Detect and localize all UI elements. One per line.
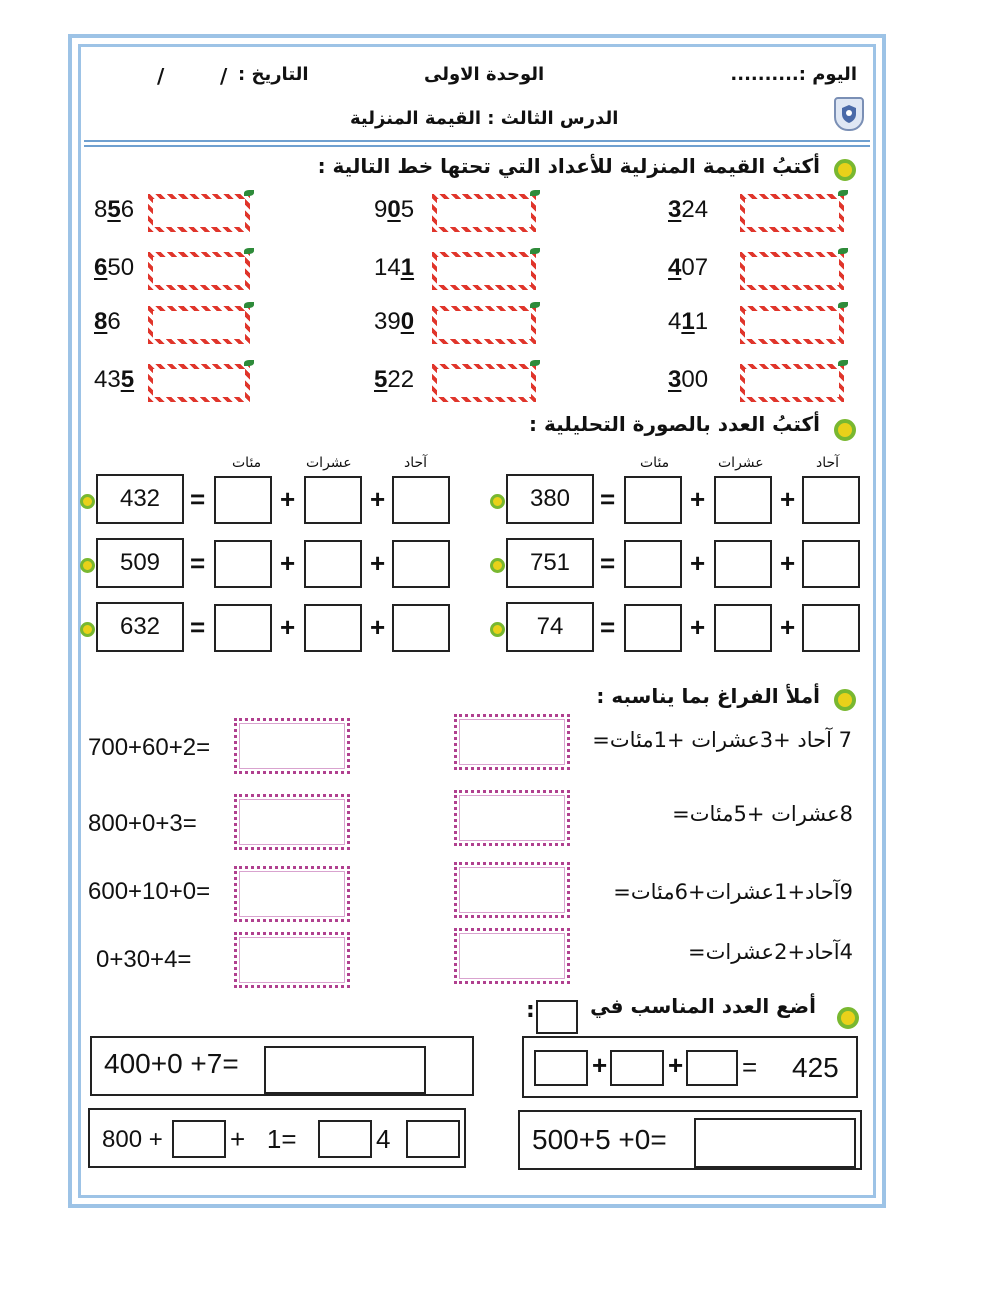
school-logo xyxy=(834,97,864,131)
bullet-icon xyxy=(490,494,505,509)
plus-sign: + xyxy=(690,548,706,578)
exercise-panel xyxy=(88,1108,466,1168)
expression-text: 400+0 +7= xyxy=(104,1048,239,1079)
ones-box[interactable] xyxy=(392,604,450,652)
holly-leaf-icon xyxy=(244,190,254,196)
plus-sign: + xyxy=(780,548,796,578)
given-number: 380 xyxy=(506,474,594,524)
digit-text: 4 xyxy=(376,1124,391,1154)
bullet-icon xyxy=(80,494,95,509)
ones-box[interactable] xyxy=(802,540,860,588)
bullet-icon xyxy=(837,1007,859,1029)
answer-box[interactable] xyxy=(318,1120,372,1158)
equals-sign: = xyxy=(600,612,616,642)
number-prefix: 14 xyxy=(374,254,401,281)
number-suffix: 07 xyxy=(681,254,709,281)
given-number: 74 xyxy=(506,602,594,652)
underlined-digit: 0 xyxy=(400,308,415,335)
underlined-number xyxy=(374,254,414,282)
equation-right: 8عشرات +5مئات= xyxy=(672,802,853,826)
underlined-digit: 1 xyxy=(400,254,415,281)
section2-title: أكتبُ العدد بالصورة التحليلية : xyxy=(529,412,820,436)
holly-leaf-icon xyxy=(838,360,848,366)
exercise-panel xyxy=(522,1036,858,1098)
equation-right: 4آحاد+2عشرات= xyxy=(688,940,853,964)
hundreds-box[interactable] xyxy=(214,476,272,524)
lesson-title: الدرس الثالث : القيمة المنزلية xyxy=(350,108,619,129)
underlined-number xyxy=(94,308,121,336)
hundreds-box[interactable] xyxy=(624,604,682,652)
answer-box[interactable] xyxy=(148,194,250,232)
plus-sign: + xyxy=(370,612,386,642)
holly-leaf-icon xyxy=(244,248,254,254)
holly-leaf-icon xyxy=(530,360,540,366)
underlined-number xyxy=(94,254,134,282)
answer-box[interactable] xyxy=(454,790,570,846)
answer-box[interactable] xyxy=(264,1046,426,1094)
plus-sign: + xyxy=(780,612,796,642)
underlined-number xyxy=(374,308,414,336)
given-number: 751 xyxy=(506,538,594,588)
answer-box[interactable] xyxy=(148,364,250,402)
hundreds-box[interactable] xyxy=(624,476,682,524)
plus-sign: + xyxy=(280,548,296,578)
expression-text: 800 + xyxy=(102,1126,163,1153)
underlined-digit: 6 xyxy=(94,254,108,281)
underlined-number xyxy=(374,366,414,394)
date-slashes: / / xyxy=(157,64,228,88)
answer-box[interactable] xyxy=(454,862,570,918)
hundreds-box[interactable] xyxy=(214,604,272,652)
holly-leaf-icon xyxy=(530,190,540,196)
equation-left: 700+60+2= xyxy=(88,734,211,761)
underlined-number xyxy=(94,196,134,224)
number-suffix: 24 xyxy=(681,196,709,223)
expression-text: + 1= xyxy=(230,1124,297,1154)
answer-box[interactable] xyxy=(454,928,570,984)
underlined-digit: 5 xyxy=(374,366,388,393)
holly-leaf-icon xyxy=(244,302,254,308)
number-prefix: 4 xyxy=(668,308,682,335)
underlined-digit: 3 xyxy=(668,196,682,223)
plus-sign: + xyxy=(370,484,386,514)
answer-box[interactable] xyxy=(432,364,536,402)
answer-box[interactable] xyxy=(432,306,536,344)
number-prefix: 43 xyxy=(94,366,121,393)
holly-leaf-icon xyxy=(530,302,540,308)
answer-box[interactable] xyxy=(694,1118,856,1168)
number-suffix: 6 xyxy=(107,308,121,335)
tens-box[interactable] xyxy=(714,604,772,652)
section3-title: أملأ الفراغ بما يناسبه : xyxy=(596,684,820,708)
exercise-panel xyxy=(90,1036,474,1096)
column-header-ones: آحاد xyxy=(404,455,428,471)
hundreds-box[interactable] xyxy=(214,540,272,588)
answer-box[interactable] xyxy=(610,1050,664,1086)
underlined-digit: 0 xyxy=(387,196,401,223)
underlined-number xyxy=(668,196,708,224)
answer-box[interactable] xyxy=(234,794,350,850)
equation-right: 9آحاد+1عشرات+6مئات= xyxy=(613,880,853,904)
number-prefix: 8 xyxy=(94,196,108,223)
date-label: التاريخ : xyxy=(238,64,309,85)
number-suffix: 50 xyxy=(107,254,135,281)
tens-box[interactable] xyxy=(714,540,772,588)
plus-sign: + xyxy=(280,484,296,514)
answer-box[interactable] xyxy=(454,714,570,770)
unit-title: الوحدة الاولى xyxy=(424,64,545,85)
number-suffix: 1 xyxy=(694,308,709,335)
holly-leaf-icon xyxy=(838,190,848,196)
exercise-panel xyxy=(518,1110,862,1170)
ones-box[interactable] xyxy=(802,476,860,524)
equals-sign: = xyxy=(600,548,616,578)
section4-colon: : xyxy=(526,998,535,1023)
holly-leaf-icon xyxy=(838,248,848,254)
plus-sign: + xyxy=(280,612,296,642)
equation-left: 800+0+3= xyxy=(88,810,197,837)
given-number: 632 xyxy=(96,602,184,652)
underlined-digit: 5 xyxy=(120,366,135,393)
equals-sign: = xyxy=(600,484,616,514)
tens-box[interactable] xyxy=(304,604,362,652)
holly-leaf-icon xyxy=(244,360,254,366)
number-suffix: 5 xyxy=(400,196,415,223)
answer-box[interactable] xyxy=(234,718,350,774)
section4-title: أضع العدد المناسب في xyxy=(590,994,816,1018)
answer-box[interactable] xyxy=(740,306,844,344)
column-header-ones: آحاد xyxy=(816,455,840,471)
underlined-digit: 5 xyxy=(107,196,121,223)
plus-sign: + xyxy=(690,484,706,514)
bullet-icon xyxy=(80,558,95,573)
expression-text: 500+5 +0= xyxy=(532,1124,667,1155)
equation-left: 0+30+4= xyxy=(96,946,192,973)
equation-left: 600+10+0= xyxy=(88,878,211,905)
given-number: 432 xyxy=(96,474,184,524)
answer-box[interactable] xyxy=(536,1000,578,1034)
answer-box[interactable] xyxy=(432,194,536,232)
column-header-tens: عشرات xyxy=(718,455,764,471)
underlined-number xyxy=(668,308,708,336)
number-suffix: 22 xyxy=(387,366,415,393)
ones-box[interactable] xyxy=(802,604,860,652)
target-number: 425 xyxy=(792,1052,839,1083)
underlined-digit: 3 xyxy=(668,366,682,393)
answer-box[interactable] xyxy=(740,194,844,232)
underlined-number xyxy=(94,366,134,394)
bullet-icon xyxy=(490,622,505,637)
answer-box[interactable] xyxy=(172,1120,226,1158)
underlined-digit: 1 xyxy=(681,308,695,335)
equals-sign: = xyxy=(190,612,206,642)
answer-box[interactable] xyxy=(740,252,844,290)
bullet-icon xyxy=(490,558,505,573)
plus-sign: + xyxy=(690,612,706,642)
ones-box[interactable] xyxy=(392,540,450,588)
equals-sign: = xyxy=(742,1052,758,1082)
column-header-hundreds: مئات xyxy=(640,455,670,471)
answer-box[interactable] xyxy=(234,932,350,988)
tens-box[interactable] xyxy=(714,476,772,524)
day-label: اليوم :.......... xyxy=(730,64,857,85)
ones-box[interactable] xyxy=(392,476,450,524)
bullet-icon xyxy=(80,622,95,637)
answer-box[interactable] xyxy=(148,306,250,344)
answer-box[interactable] xyxy=(432,252,536,290)
shield-icon xyxy=(840,104,858,124)
underlined-digit: 8 xyxy=(94,308,108,335)
column-header-tens: عشرات xyxy=(306,455,352,471)
plus-sign: + xyxy=(780,484,796,514)
number-prefix: 9 xyxy=(374,196,388,223)
plus-sign: + xyxy=(668,1050,684,1080)
number-suffix: 00 xyxy=(681,366,709,393)
plus-sign: + xyxy=(592,1050,608,1080)
section1-title: أكتبُ القيمة المنزلية للأعداد التي تحتها خط التالية : xyxy=(317,154,820,178)
tens-box[interactable] xyxy=(304,476,362,524)
answer-box[interactable] xyxy=(148,252,250,290)
underlined-number xyxy=(374,196,414,224)
answer-box[interactable] xyxy=(406,1120,460,1158)
number-suffix: 6 xyxy=(120,196,135,223)
bullet-icon xyxy=(834,419,856,441)
equals-sign: = xyxy=(190,484,206,514)
tens-box[interactable] xyxy=(304,540,362,588)
header-divider-2 xyxy=(84,145,870,147)
answer-box[interactable] xyxy=(740,364,844,402)
header-divider xyxy=(84,140,870,142)
bullet-icon xyxy=(834,689,856,711)
holly-leaf-icon xyxy=(838,302,848,308)
underlined-digit: 4 xyxy=(668,254,682,281)
column-header-hundreds: مئات xyxy=(232,455,262,471)
plus-sign: + xyxy=(370,548,386,578)
holly-leaf-icon xyxy=(530,248,540,254)
underlined-number xyxy=(668,366,708,394)
equals-sign: = xyxy=(190,548,206,578)
answer-box[interactable] xyxy=(234,866,350,922)
answer-box[interactable] xyxy=(686,1050,738,1086)
number-prefix: 39 xyxy=(374,308,401,335)
underlined-number xyxy=(668,254,708,282)
hundreds-box[interactable] xyxy=(624,540,682,588)
bullet-icon xyxy=(834,159,856,181)
given-number: 509 xyxy=(96,538,184,588)
answer-box[interactable] xyxy=(534,1050,588,1086)
equation-right: 7 آحاد +3عشرات +1مئات= xyxy=(592,728,852,752)
